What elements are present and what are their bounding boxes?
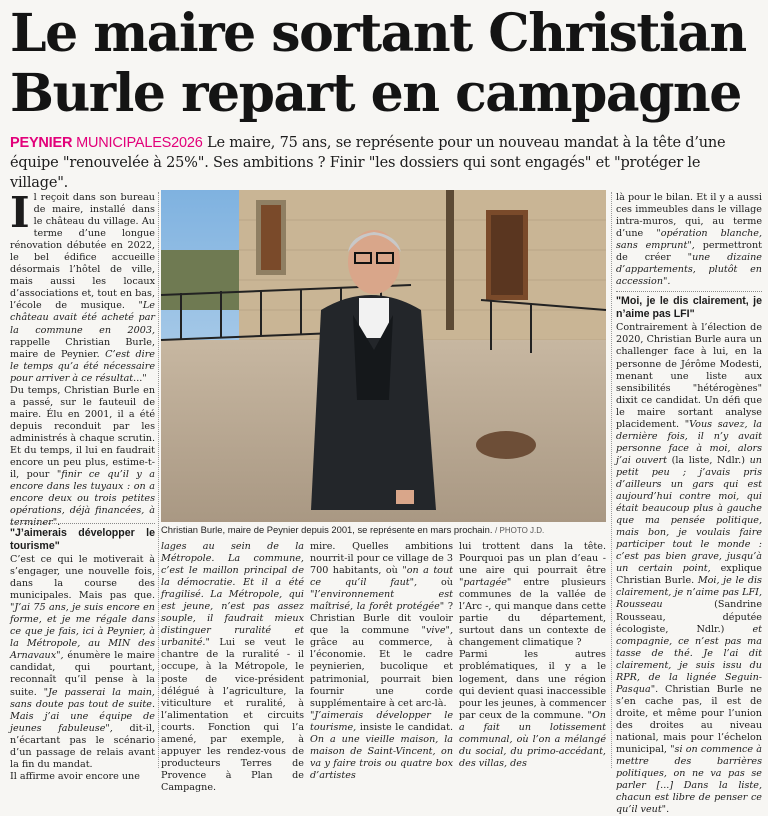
col3-text-4: grâce au commerce, à l’économie. Et le cadre peynierien, bucolique et patrimonial, pourrait bien fournir une corde supplémentaire à cet arc-là.: [310, 637, 453, 709]
col1-text-2: rappelle Christian Burle, maire de Peynier.: [10, 336, 155, 360]
drop-cap: I: [10, 188, 30, 237]
column-divider-right: [611, 192, 612, 768]
col5-text-2: permettront de créer: [616, 240, 762, 264]
col1b-paragraph-2: Il affirme avoir encore une: [10, 770, 140, 782]
col1b-quote-2: "Je passerai la main, sans doute pas tout de suite. Mais j’ai une équipe de jeunes fabuleuse",: [10, 686, 155, 734]
photo-illustration: [161, 190, 606, 522]
column-5: [616, 192, 762, 816]
column-1-lower: [10, 520, 155, 782]
article-headline: Le maire sortant Christian Burle repart en campagne: [10, 3, 746, 124]
kicker-place: PEYNIER: [10, 135, 73, 151]
col2-text-1: Lui se veut le chantre de la ruralité - il occupe, à la Métropole, le poste de vice-président délégué à l’agriculture, la viticulture et ruralité, à l’alimentation et circuits courts. Fonction qui l’a amené, par exemple, à appuyer les rendez-vous de producteurs Terres de Provence à Plan de Campagne.: [161, 637, 304, 793]
col3-quote-3: "vive",: [421, 625, 453, 637]
col1-paragraph-2: [10, 385, 155, 530]
col3-text-3: ? Christian Burle dit vouloir que la commune: [310, 601, 453, 637]
col4-text-2: entre plusieurs communes de la vallée de l’Arc -, qui manque dans cette partie du département, surtout dans un contexte de changement climatique ?: [459, 577, 606, 649]
col2-quote-1: lages au sein de la Métropole. La commune, c’est le maillon principal de la démocratie. Et il a été fragilisé. La Métropole, qui est jeune, n’est pas assez souple, il faudrait mieux distinguer ruralité et urbanité.": [161, 541, 304, 649]
col5b-text-4: (Sandrine Rousseau, députée écologiste, Ndlr.): [616, 599, 762, 635]
col5-quote-1: "opération blanche, sans emprunt",: [616, 228, 762, 252]
col5b-quote-2: un petit peu ; j’avais pris d’ailleurs un gars qui est aujourd’hui contre moi, qui était beaucoup plus à gauche que ma pensée politique, mais bon, je voulais faire participer tout le monde : c’est pas bien grave, jusqu’à un certain point,: [616, 454, 762, 575]
col1b-text-3: dit-il, n’écartant pas le scénario d’un passage de relais avant la fin du mandat.: [10, 722, 155, 770]
col5b-text-2: (la liste, Ndlr.): [671, 454, 745, 466]
col5-text-1: là pour le bilan. Et il y a aussi ces immeubles dans le village intra-muros, qui, au terme d’une: [616, 192, 762, 240]
article-lead: [10, 133, 762, 193]
column-1: [10, 188, 155, 529]
caption-text: Christian Burle, maire de Peynier depuis 2001, se représente en mars prochain.: [161, 524, 493, 535]
col1-quote-3: "finir ce qu’il y a encore dans les tuyaux : on a encore deux ou trois petites opérations, déjà financées, à terminer".: [10, 469, 155, 529]
column-divider: [158, 192, 159, 768]
col4-text-1: lui trottent dans la tête. Pourquoi pas un plan d’eau - une aire qui pourrait être: [459, 541, 606, 577]
col4-paragraph-2: [459, 649, 606, 769]
col5b-text-3: explique Christian Burle.: [616, 563, 762, 587]
photo-credit: / PHOTO J.D.: [495, 526, 545, 535]
col3-text-1: mire. Quelles ambitions nourrit-il pour ce village de 3 700 habitants, où: [310, 541, 453, 577]
column-2: [161, 541, 304, 793]
col3-quote-1: "on a tout ce qu’il faut",: [310, 565, 453, 589]
col5b-text-1: Contrairement à l’élection de 2020, Christian Burle aura un challenger face à lui, en la personne de Jérôme Modesti, menant une liste aux sensibilités "hétérogènes" dixit ce candidat. Un défi que le maire sortant analyse placidement.: [616, 322, 762, 430]
column-4: [459, 541, 606, 768]
col5b-quote-4: et compagnie, ce n’est pas ma tasse de thé. Je l’ai dit clairement, je suis issu du RPR, de la lignée Seguin-Pasqua".: [616, 623, 762, 695]
col4-quote-1: "partagée": [459, 577, 512, 589]
col5b-quote-5: "si on commence à mettre des barrières politiques, on ne va pas se parler [...] Dans la liste, chacun est libre de penser ce qu’il veut".: [616, 744, 762, 816]
kicker-section: MUNICIPALES2026: [76, 135, 203, 151]
kicker: [10, 135, 203, 151]
col5b-quote-1: "Vous savez, la dernière fois, il n’y avait personne face à moi, alors j’ai ouvert: [616, 418, 762, 466]
article-photo: [161, 190, 606, 522]
col1-quote-1: "Le château avait été acheté par la commune en 2003,: [10, 300, 155, 336]
lead-text: Le maire, 75 ans, se représente pour un nouveau mandat à la tête d’une équipe "renouvelée à 25%". Ses ambitions ? Finir "les dossiers qui sont engagés" et "protéger le village".: [10, 135, 726, 191]
photo-caption: [161, 524, 606, 537]
col4-text-3: Parmi les autres problématiques, il y a le logement, dans une région qui devient quasi inaccessible pour les jeunes, à commencer par ceux de la commune.: [459, 649, 606, 721]
col5b-quote-3: Moi, je le dis clairement, je n’aime pas LFI, Rousseau: [616, 575, 762, 611]
col3-quote-2: "l’environnement est maîtrisé, la forêt protégée": [310, 589, 453, 613]
col1b-quote-1: "J’ai 75 ans, je suis encore en forme, et je me régale dans ce que je fais, ici à Peynier, à la Métropole, au MIN des Arnavaux",: [10, 602, 155, 662]
col3-text-5: insiste le candidat.: [359, 721, 453, 733]
col3-quote-5: On a une vieille maison, la maison de Saint-Vincent, on va y faire trois ou quatre box d’artistes: [310, 733, 453, 781]
col1-text-1: l reçoit dans son bureau de maire, installé dans le château du village. Au terme d’une longue rénovation débutée en 2022, le bel édifice accueille désormais l’hôtel de ville, mais aussi les locaux d’associations et, tout en bas, l’école de musique.: [10, 192, 155, 312]
col1b-text-2: énumère le maire candidat, qui pourtant, reconnaît qu’il pense à la suite.: [10, 650, 155, 698]
column-3: [310, 541, 453, 781]
col3-quote-4: "J’aimerais développer le tourisme,: [310, 709, 453, 733]
col4-quote-2: "On a fait un lotissement communal, où l’on a mélangé du social, du primo-accédant, des villas, des: [459, 709, 606, 769]
col3-paragraph-2: [310, 710, 453, 782]
col5-quote-2: "une dizaine d’appartements, plutôt en accession".: [616, 252, 762, 288]
col1b-text-1: C’est ce qui le motiverait à s’engager, une nouvelle fois, dans la course des municipales. Mais pas que.: [10, 554, 155, 602]
col3-text-2: où: [441, 577, 453, 589]
subhead-lfi: "Moi, je le dis clairement, je n’aime pas LFI": [616, 291, 762, 321]
col1-text-3: Du temps, Christian Burle en a passé, sur le fauteuil de maire. Élu en 2001, il a été depuis reconduit par les administrés à chaque scrutin. Et du temps, il lui en faudrait encore un peu plus, estime-t-il, pour: [10, 384, 155, 481]
subhead-tourisme: "J’aimerais développer le tourisme": [10, 523, 155, 553]
col5b-text-5: Christian Burle ne s’en cache pas, il est de droite, et même pour l’union des droites au niveau national, mais pour l’échelon municipal,: [616, 683, 762, 756]
col1-quote-2: C’est dire le temps qu’a été nécessaire pour arriver à ce résultat...": [10, 348, 155, 384]
